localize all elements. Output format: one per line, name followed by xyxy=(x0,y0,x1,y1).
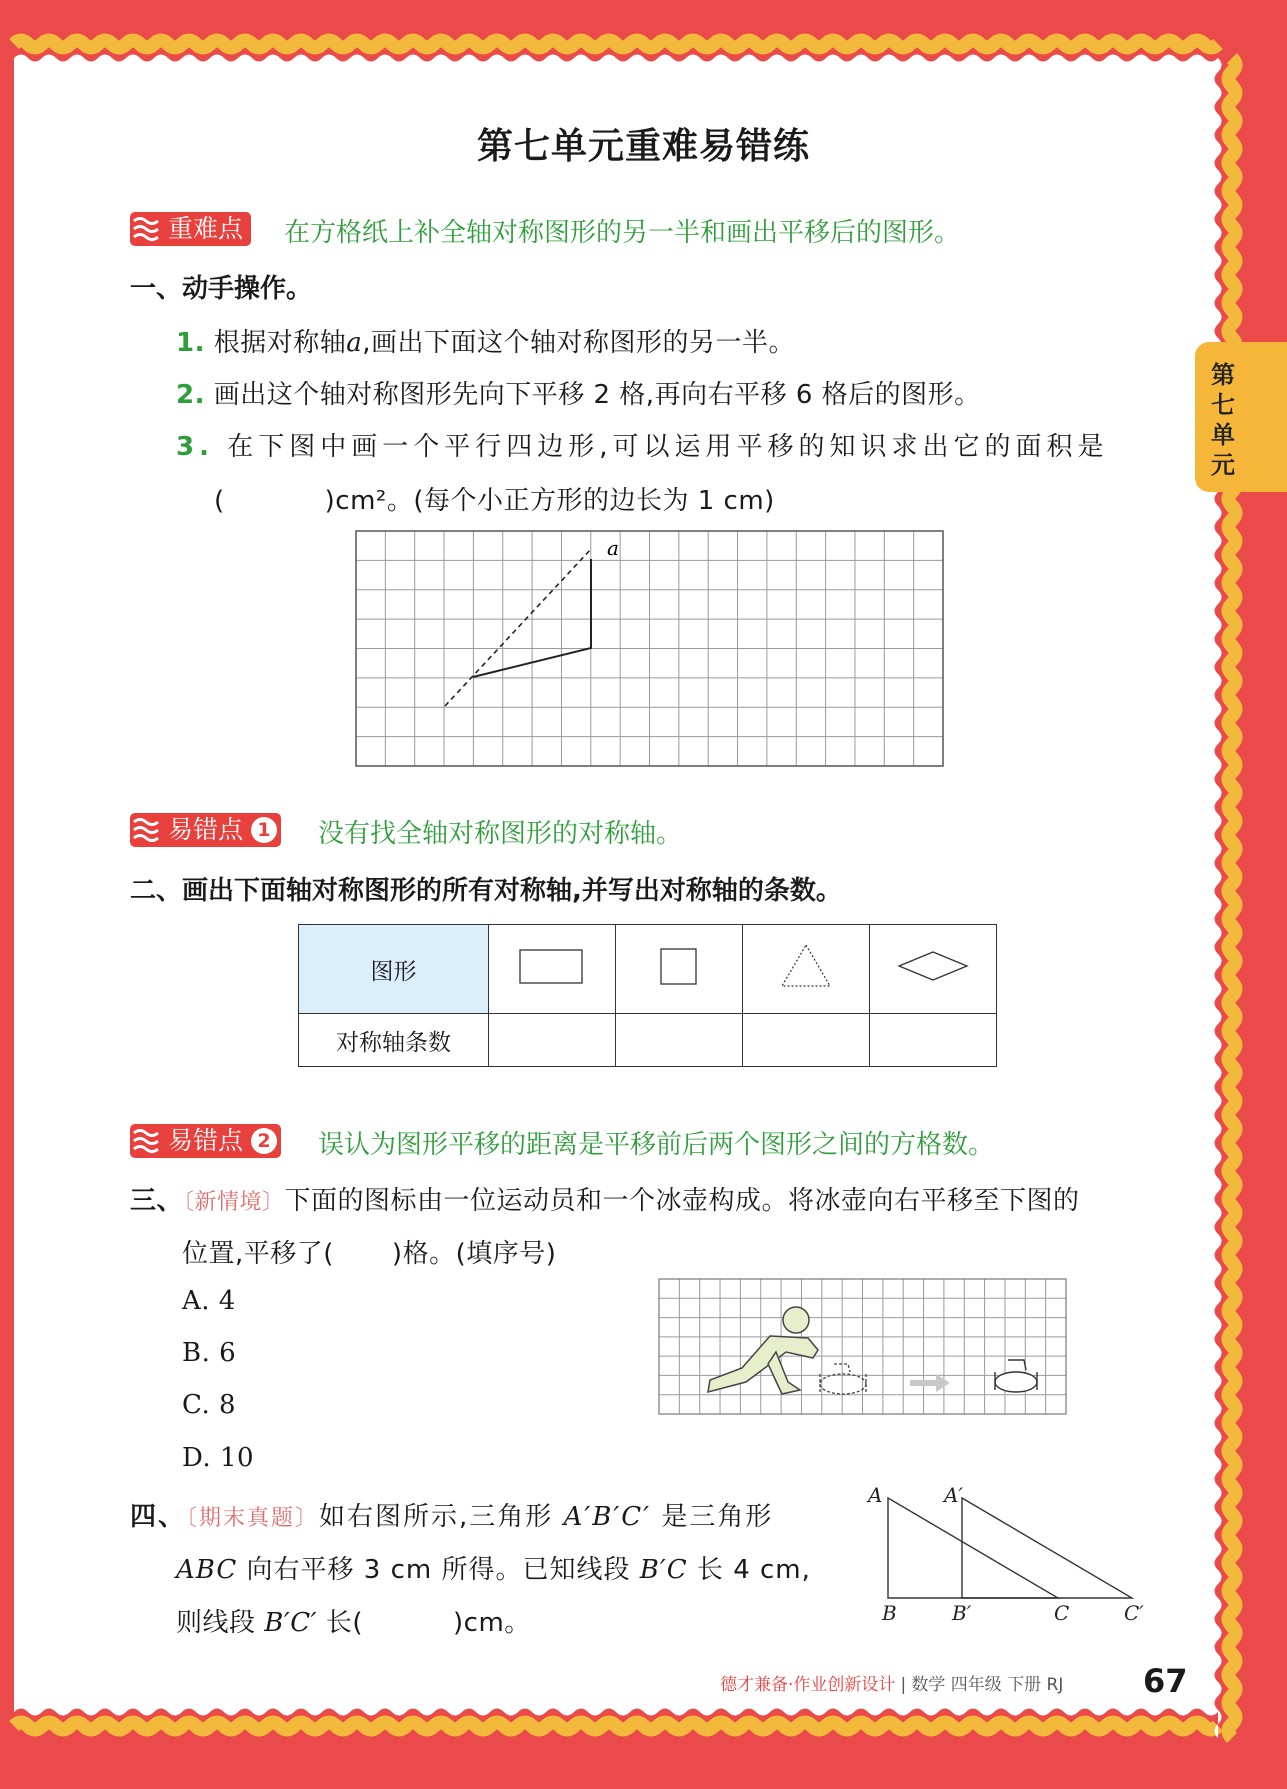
symmetry-axis-a xyxy=(445,549,591,706)
question-1-heading: 一、动手操作。 xyxy=(130,274,313,304)
rhombus-shape xyxy=(896,949,970,983)
label-B: B xyxy=(882,1601,897,1625)
question-4-line-1: 四、〔期末真题〕如右图所示,三角形 A′B′C′ 是三角形 xyxy=(130,1502,774,1532)
key-point-text: 在方格纸上补全轴对称图形的另一半和画出平移后的图形。 xyxy=(284,218,961,248)
question-2-heading: 二、画出下面轴对称图形的所有对称轴,并写出对称轴的条数。 xyxy=(130,876,842,906)
page-number: 67 xyxy=(1143,1662,1188,1700)
row-label-shape: 图形 xyxy=(299,925,489,1014)
shape-square-cell xyxy=(616,925,743,1014)
sub-question-3: 3. 在下图中画一个平行四边形,可以运用平移的知识求出它的面积是 xyxy=(176,432,1109,462)
question-3-line-2: 位置,平移了( )格。(填序号) xyxy=(182,1239,557,1269)
row-label-axis-count: 对称轴条数 xyxy=(299,1014,489,1067)
page-title: 第七单元重难易错练 xyxy=(476,126,810,167)
translated-triangles-figure xyxy=(862,1478,1162,1628)
footer xyxy=(720,1670,1063,1695)
shape-rectangle-cell xyxy=(489,925,616,1014)
question-4-line-3: 则线段 B′C′ 长( )cm。 xyxy=(176,1608,531,1638)
equilateral-triangle-shape xyxy=(778,942,834,990)
shape-triangle-cell xyxy=(743,925,870,1014)
footer-separator: | xyxy=(900,1675,907,1695)
waves-icon xyxy=(130,212,166,246)
badge-number: 2 xyxy=(251,1128,277,1154)
triangle-abc xyxy=(888,1498,1058,1598)
sub-question-2: 2. 画出这个轴对称图形先向下平移 2 格,再向右平移 6 格后的图形。 xyxy=(176,380,981,410)
footer-brand: 德才兼备·作业创新设计 xyxy=(720,1675,896,1695)
key-point-badge xyxy=(130,212,251,246)
badge-label: 易错点 xyxy=(168,1126,244,1155)
badge-label: 易错点 xyxy=(168,815,244,844)
unit-side-tab-label: 第 七 单 元 xyxy=(1211,361,1235,479)
curling-stone-moved-icon xyxy=(995,1360,1037,1392)
label-A: A xyxy=(868,1483,883,1507)
label-C: C xyxy=(1054,1601,1070,1625)
waves-icon xyxy=(130,1124,166,1158)
question-4-line-2: ABC 向右平移 3 cm 所得。已知线段 B′C 长 4 cm, xyxy=(176,1555,811,1585)
rectangle-shape xyxy=(517,946,587,986)
curling-stone-original-icon xyxy=(820,1364,866,1394)
curling-grid xyxy=(658,1278,1068,1416)
answer-cell-triangle[interactable] xyxy=(743,1014,870,1067)
option-a[interactable]: A. 4 xyxy=(182,1286,236,1316)
sub-question-1: 1. 根据对称轴a,画出下面这个轴对称图形的另一半。 xyxy=(176,328,796,358)
label-B-prime: B′ xyxy=(952,1601,972,1625)
waves-icon xyxy=(130,813,166,847)
symmetry-axes-table xyxy=(298,924,997,1067)
shape-rhombus-cell xyxy=(870,925,997,1014)
error-point-1-text: 没有找全轴对称图形的对称轴。 xyxy=(318,819,683,849)
error-point-2-badge xyxy=(130,1124,281,1158)
label-C-prime: C′ xyxy=(1124,1601,1144,1625)
answer-cell-rhombus[interactable] xyxy=(870,1014,997,1067)
sub-question-3-answer-line: ( )cm²。(每个小正方形的边长为 1 cm) xyxy=(214,486,775,516)
square-shape xyxy=(657,945,701,987)
error-point-1-badge xyxy=(130,813,281,847)
question-3-line-1: 三、〔新情境〕下面的图标由一位运动员和一个冰壶构成。将冰壶向右平移至下图的 xyxy=(130,1186,1080,1216)
error-point-2-text: 误认为图形平移的距离是平移前后两个图形之间的方格数。 xyxy=(318,1130,995,1160)
symmetry-grid xyxy=(355,530,945,768)
answer-cell-square[interactable] xyxy=(616,1014,743,1067)
triangle-a2b2c2 xyxy=(962,1498,1132,1598)
label-A-prime: A′ xyxy=(944,1483,963,1507)
badge-number: 1 xyxy=(251,817,277,843)
option-b[interactable]: B. 6 xyxy=(182,1338,237,1368)
option-d[interactable]: D. 10 xyxy=(182,1443,255,1473)
option-c[interactable]: C. 8 xyxy=(182,1390,237,1420)
footer-info: 数学 四年级 下册 RJ xyxy=(911,1675,1064,1695)
badge-label: 重难点 xyxy=(168,214,244,243)
axis-label: a xyxy=(607,536,619,560)
answer-cell-rectangle[interactable] xyxy=(489,1014,616,1067)
